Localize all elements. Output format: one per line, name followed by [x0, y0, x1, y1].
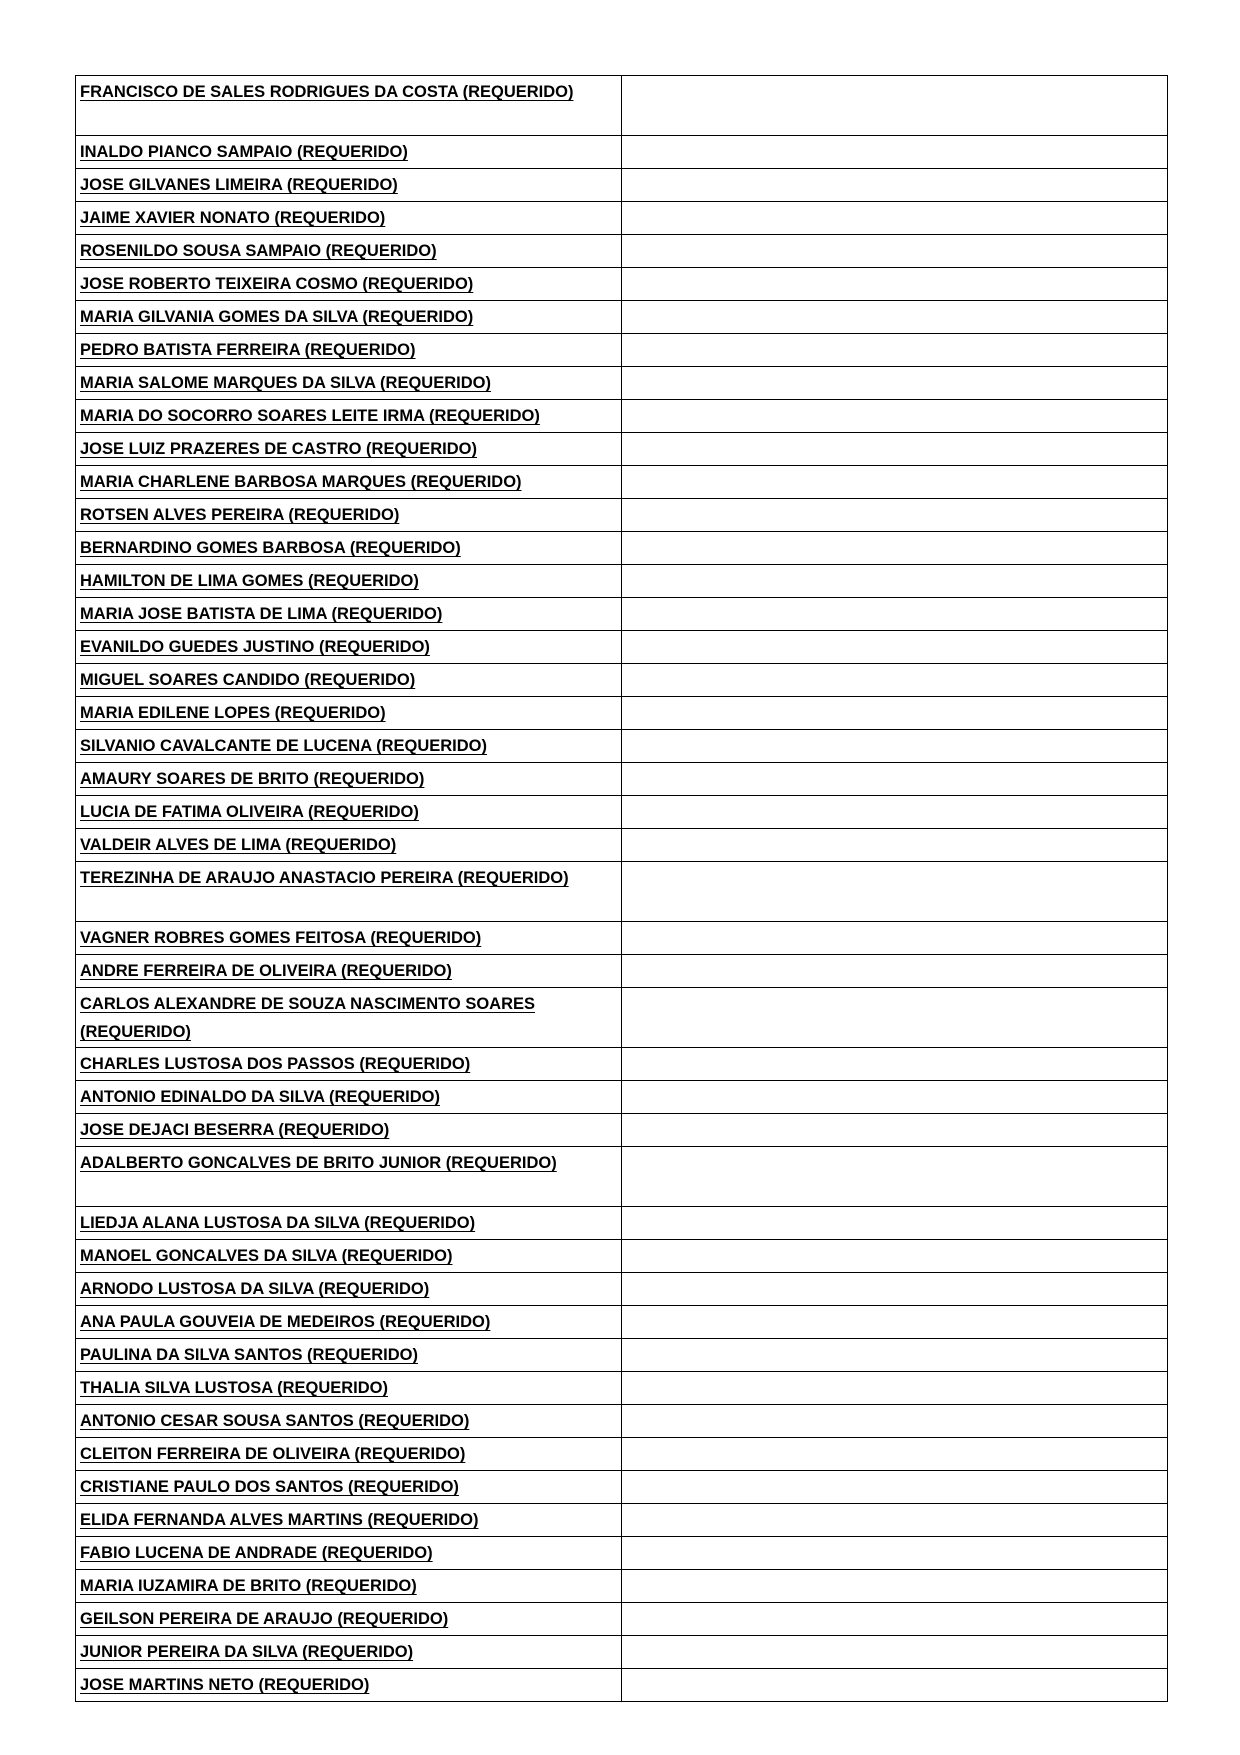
- party-name: PAULINA DA SILVA SANTOS (REQUERIDO): [80, 1346, 418, 1364]
- party-name-cell: [76, 664, 622, 697]
- party-name: MARIA EDILENE LOPES (REQUERIDO): [80, 704, 386, 722]
- table-row: [76, 235, 1168, 268]
- empty-cell: [622, 664, 1168, 697]
- party-name-cell: [76, 829, 622, 862]
- party-name-cell: [76, 1405, 622, 1438]
- table-row: [76, 1669, 1168, 1702]
- empty-cell: [622, 268, 1168, 301]
- empty-cell: [622, 1240, 1168, 1273]
- party-name-cell: [76, 1537, 622, 1570]
- empty-cell: [622, 1603, 1168, 1636]
- table-row: [76, 268, 1168, 301]
- party-name: ANDRE FERREIRA DE OLIVEIRA (REQUERIDO): [80, 962, 452, 980]
- table-row: [76, 136, 1168, 169]
- party-name-cell: [76, 598, 622, 631]
- empty-cell: [622, 829, 1168, 862]
- table-row: [76, 466, 1168, 499]
- party-name: ROSENILDO SOUSA SAMPAIO (REQUERIDO): [80, 242, 437, 260]
- empty-cell: [622, 1273, 1168, 1306]
- party-name-cell: [76, 367, 622, 400]
- empty-cell: [622, 565, 1168, 598]
- empty-cell: [622, 499, 1168, 532]
- party-name-cell: [76, 433, 622, 466]
- party-name-cell: [76, 1048, 622, 1081]
- party-name: AMAURY SOARES DE BRITO (REQUERIDO): [80, 770, 425, 788]
- party-name: ARNODO LUSTOSA DA SILVA (REQUERIDO): [80, 1280, 430, 1298]
- party-name: FABIO LUCENA DE ANDRADE (REQUERIDO): [80, 1544, 433, 1562]
- party-name: JOSE ROBERTO TEIXEIRA COSMO (REQUERIDO): [80, 275, 474, 293]
- empty-cell: [622, 334, 1168, 367]
- party-name: VAGNER ROBRES GOMES FEITOSA (REQUERIDO): [80, 929, 482, 947]
- table-row: [76, 1471, 1168, 1504]
- empty-cell: [622, 922, 1168, 955]
- empty-cell: [622, 1147, 1168, 1207]
- party-name: LUCIA DE FATIMA OLIVEIRA (REQUERIDO): [80, 803, 419, 821]
- party-name-cell: [76, 1207, 622, 1240]
- table-row: [76, 955, 1168, 988]
- party-name: JAIME XAVIER NONATO (REQUERIDO): [80, 209, 386, 227]
- table-row: [76, 1339, 1168, 1372]
- empty-cell: [622, 1372, 1168, 1405]
- party-name: ADALBERTO GONCALVES DE BRITO JUNIOR (REQUERIDO): [80, 1154, 557, 1172]
- party-name-cell: [76, 955, 622, 988]
- table-row: [76, 565, 1168, 598]
- table-row: [76, 499, 1168, 532]
- party-name: JOSE DEJACI BESERRA (REQUERIDO): [80, 1121, 390, 1139]
- empty-cell: [622, 1306, 1168, 1339]
- empty-cell: [622, 235, 1168, 268]
- party-name: CARLOS ALEXANDRE DE SOUZA NASCIMENTO SOARES (REQUERIDO): [80, 995, 536, 1041]
- party-name-cell: [76, 1114, 622, 1147]
- empty-cell: [622, 1114, 1168, 1147]
- party-name-cell: [76, 862, 622, 922]
- party-name: MANOEL GONCALVES DA SILVA (REQUERIDO): [80, 1247, 453, 1265]
- party-name: MARIA DO SOCORRO SOARES LEITE IRMA (REQUERIDO): [80, 407, 540, 425]
- party-name-cell: [76, 763, 622, 796]
- party-name-cell: [76, 136, 622, 169]
- empty-cell: [622, 400, 1168, 433]
- table-row: [76, 829, 1168, 862]
- empty-cell: [622, 367, 1168, 400]
- table-row: [76, 796, 1168, 829]
- party-name-cell: [76, 202, 622, 235]
- party-name: CHARLES LUSTOSA DOS PASSOS (REQUERIDO): [80, 1055, 471, 1073]
- party-name: MARIA SALOME MARQUES DA SILVA (REQUERIDO): [80, 374, 491, 392]
- party-name: MARIA GILVANIA GOMES DA SILVA (REQUERIDO): [80, 308, 474, 326]
- party-name: ELIDA FERNANDA ALVES MARTINS (REQUERIDO): [80, 1511, 479, 1529]
- table-row: [76, 1240, 1168, 1273]
- empty-cell: [622, 988, 1168, 1048]
- party-name-cell: [76, 1438, 622, 1471]
- table-row: [76, 1048, 1168, 1081]
- table-row: [76, 400, 1168, 433]
- party-name: MARIA JOSE BATISTA DE LIMA (REQUERIDO): [80, 605, 443, 623]
- party-name-cell: [76, 532, 622, 565]
- empty-cell: [622, 796, 1168, 829]
- party-name: JOSE LUIZ PRAZERES DE CASTRO (REQUERIDO): [80, 440, 477, 458]
- table-row: [76, 76, 1168, 136]
- party-name: ROTSEN ALVES PEREIRA (REQUERIDO): [80, 506, 400, 524]
- party-name: LIEDJA ALANA LUSTOSA DA SILVA (REQUERIDO): [80, 1214, 476, 1232]
- party-name-cell: [76, 1081, 622, 1114]
- party-name-cell: [76, 1339, 622, 1372]
- party-name-cell: [76, 1570, 622, 1603]
- empty-cell: [622, 862, 1168, 922]
- table-row: [76, 1405, 1168, 1438]
- empty-cell: [622, 1669, 1168, 1702]
- empty-cell: [622, 1405, 1168, 1438]
- empty-cell: [622, 433, 1168, 466]
- empty-cell: [622, 76, 1168, 136]
- empty-cell: [622, 1570, 1168, 1603]
- party-name-cell: [76, 1669, 622, 1702]
- empty-cell: [622, 1438, 1168, 1471]
- table-row: [76, 763, 1168, 796]
- empty-cell: [622, 1636, 1168, 1669]
- party-name: HAMILTON DE LIMA GOMES (REQUERIDO): [80, 572, 419, 590]
- table-row: [76, 367, 1168, 400]
- party-name-cell: [76, 268, 622, 301]
- party-name-cell: [76, 988, 622, 1048]
- party-name-cell: [76, 1504, 622, 1537]
- party-name: ANA PAULA GOUVEIA DE MEDEIROS (REQUERIDO): [80, 1313, 491, 1331]
- party-name-cell: [76, 1306, 622, 1339]
- table-row: [76, 862, 1168, 922]
- party-name-cell: [76, 631, 622, 664]
- empty-cell: [622, 631, 1168, 664]
- empty-cell: [622, 1471, 1168, 1504]
- party-name-cell: [76, 922, 622, 955]
- empty-cell: [622, 169, 1168, 202]
- empty-cell: [622, 697, 1168, 730]
- table-row: [76, 1114, 1168, 1147]
- party-name-cell: [76, 301, 622, 334]
- table-row: [76, 1372, 1168, 1405]
- party-name-cell: [76, 1147, 622, 1207]
- empty-cell: [622, 301, 1168, 334]
- party-name-cell: [76, 235, 622, 268]
- party-name: CLEITON FERREIRA DE OLIVEIRA (REQUERIDO): [80, 1445, 466, 1463]
- empty-cell: [622, 1537, 1168, 1570]
- empty-cell: [622, 532, 1168, 565]
- party-name: JOSE GILVANES LIMEIRA (REQUERIDO): [80, 176, 398, 194]
- party-name-cell: [76, 1372, 622, 1405]
- table-row: [76, 697, 1168, 730]
- table-row: [76, 1603, 1168, 1636]
- table-row: [76, 334, 1168, 367]
- party-name: SILVANIO CAVALCANTE DE LUCENA (REQUERIDO): [80, 737, 487, 755]
- party-name-cell: [76, 334, 622, 367]
- party-name: FRANCISCO DE SALES RODRIGUES DA COSTA (REQUERIDO): [80, 83, 574, 101]
- party-name-cell: [76, 730, 622, 763]
- party-name-cell: [76, 1471, 622, 1504]
- table-row: [76, 988, 1168, 1048]
- table-row: [76, 922, 1168, 955]
- table-row: [76, 1537, 1168, 1570]
- table-row: [76, 1504, 1168, 1537]
- party-name-cell: [76, 76, 622, 136]
- party-name-cell: [76, 169, 622, 202]
- party-name: JUNIOR PEREIRA DA SILVA (REQUERIDO): [80, 1643, 414, 1661]
- party-name: BERNARDINO GOMES BARBOSA (REQUERIDO): [80, 539, 461, 557]
- table-row: [76, 1306, 1168, 1339]
- party-name-cell: [76, 1603, 622, 1636]
- table-row: [76, 598, 1168, 631]
- party-name-cell: [76, 1240, 622, 1273]
- table-row: [76, 433, 1168, 466]
- party-name-cell: [76, 1636, 622, 1669]
- empty-cell: [622, 763, 1168, 796]
- party-name-cell: [76, 1273, 622, 1306]
- table-row: [76, 1081, 1168, 1114]
- party-name: EVANILDO GUEDES JUSTINO (REQUERIDO): [80, 638, 430, 656]
- party-name: GEILSON PEREIRA DE ARAUJO (REQUERIDO): [80, 1610, 449, 1628]
- empty-cell: [622, 1048, 1168, 1081]
- empty-cell: [622, 1081, 1168, 1114]
- parties-table: [75, 75, 1168, 1702]
- party-name: JOSE MARTINS NETO (REQUERIDO): [80, 1676, 370, 1694]
- table-row: [76, 1147, 1168, 1207]
- party-name-cell: [76, 499, 622, 532]
- party-name: ANTONIO CESAR SOUSA SANTOS (REQUERIDO): [80, 1412, 470, 1430]
- party-name: PEDRO BATISTA FERREIRA (REQUERIDO): [80, 341, 416, 359]
- table-row: [76, 1636, 1168, 1669]
- empty-cell: [622, 1207, 1168, 1240]
- party-name-cell: [76, 466, 622, 499]
- empty-cell: [622, 466, 1168, 499]
- empty-cell: [622, 1504, 1168, 1537]
- empty-cell: [622, 730, 1168, 763]
- table-row: [76, 1438, 1168, 1471]
- party-name: MARIA IUZAMIRA DE BRITO (REQUERIDO): [80, 1577, 417, 1595]
- party-name-cell: [76, 796, 622, 829]
- party-name: TEREZINHA DE ARAUJO ANASTACIO PEREIRA (REQUERIDO): [80, 869, 569, 887]
- table-row: [76, 169, 1168, 202]
- table-row: [76, 1273, 1168, 1306]
- document-page: [75, 75, 1167, 1702]
- table-row: [76, 1207, 1168, 1240]
- table-row: [76, 532, 1168, 565]
- table-row: [76, 664, 1168, 697]
- party-name: INALDO PIANCO SAMPAIO (REQUERIDO): [80, 143, 408, 161]
- empty-cell: [622, 202, 1168, 235]
- party-name-cell: [76, 400, 622, 433]
- party-name: MIGUEL SOARES CANDIDO (REQUERIDO): [80, 671, 416, 689]
- party-name-cell: [76, 565, 622, 598]
- table-row: [76, 730, 1168, 763]
- empty-cell: [622, 955, 1168, 988]
- empty-cell: [622, 1339, 1168, 1372]
- table-row: [76, 202, 1168, 235]
- empty-cell: [622, 136, 1168, 169]
- party-name: ANTONIO EDINALDO DA SILVA (REQUERIDO): [80, 1088, 440, 1106]
- party-name: CRISTIANE PAULO DOS SANTOS (REQUERIDO): [80, 1478, 459, 1496]
- table-row: [76, 301, 1168, 334]
- parties-table-body: [76, 76, 1168, 1702]
- party-name: MARIA CHARLENE BARBOSA MARQUES (REQUERIDO): [80, 473, 522, 491]
- party-name: THALIA SILVA LUSTOSA (REQUERIDO): [80, 1379, 388, 1397]
- party-name-cell: [76, 697, 622, 730]
- empty-cell: [622, 598, 1168, 631]
- party-name: VALDEIR ALVES DE LIMA (REQUERIDO): [80, 836, 397, 854]
- table-row: [76, 631, 1168, 664]
- table-row: [76, 1570, 1168, 1603]
